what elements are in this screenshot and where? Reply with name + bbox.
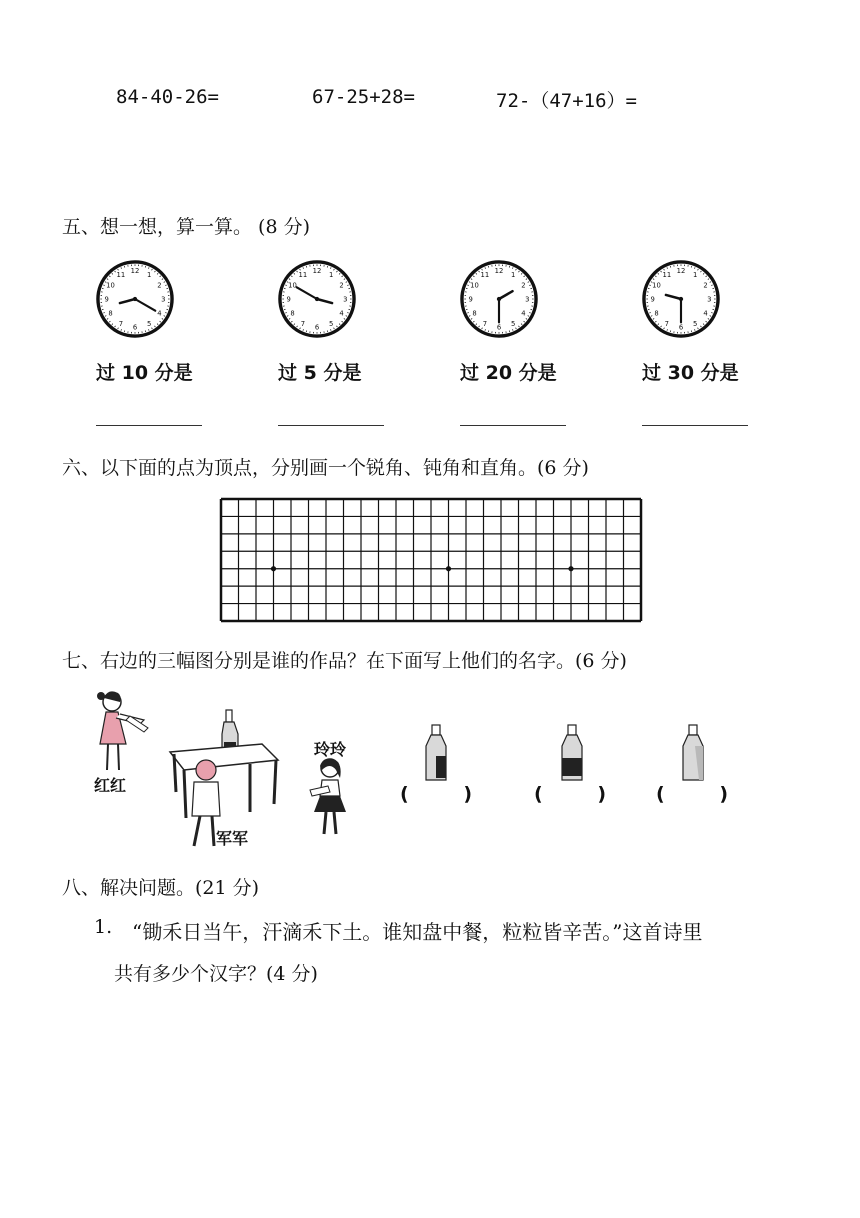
name-label-lingling: 玲玲 <box>314 740 347 759</box>
clock-tick <box>485 267 486 268</box>
clock-center <box>679 297 683 301</box>
clock-numeral: 11 <box>480 270 490 279</box>
clock-tick <box>711 312 712 313</box>
clock-tick <box>121 267 122 268</box>
problem-number: 1. <box>94 916 113 938</box>
clock-numeral: 7 <box>300 319 306 328</box>
clock-numeral: 3 <box>525 295 530 304</box>
clock-numeral: 4 <box>339 309 344 318</box>
clock-tick <box>165 312 166 313</box>
clock-numeral: 7 <box>664 319 670 328</box>
calc-expression-2: 67-25+28= <box>312 86 415 108</box>
clock-icon <box>642 260 720 338</box>
clock-tick <box>667 329 668 330</box>
clock-numeral: 8 <box>654 309 659 318</box>
clock-numeral: 6 <box>132 323 138 332</box>
bottle-icon <box>560 724 584 782</box>
clock-numeral: 5 <box>328 319 334 328</box>
calc-expression-3: 72-（47+16）= <box>496 90 637 112</box>
clock-numeral: 9 <box>468 295 473 304</box>
clock-numeral: 3 <box>707 295 712 304</box>
clock-tick <box>694 267 695 268</box>
clock-numeral: 5 <box>510 319 516 328</box>
clock-numeral: 6 <box>314 323 320 332</box>
girl-drawing-icon <box>90 688 152 776</box>
paren-close: ) <box>597 783 606 805</box>
clock-tick <box>121 329 122 330</box>
clock-numeral: 6 <box>496 323 502 332</box>
clock-numeral: 7 <box>118 319 124 328</box>
clock-tick <box>529 285 530 286</box>
clock-center <box>315 297 319 301</box>
clock-tick <box>467 285 468 286</box>
bottle-icon <box>424 724 448 782</box>
clock-label: 过 20 分是 <box>460 362 557 384</box>
clock-numeral: 1 <box>510 270 516 279</box>
answer-parentheses[interactable] <box>656 783 728 805</box>
clock-tick <box>347 312 348 313</box>
clock-tick <box>303 329 304 330</box>
clock-tick <box>694 329 695 330</box>
clock-tick <box>649 312 650 313</box>
problem-text-line2: 共有多少个汉字？(4 分) <box>114 963 318 985</box>
bottle-icon <box>681 724 705 782</box>
clock-tick <box>148 267 149 268</box>
clock-tick <box>529 312 530 313</box>
girl-drawing-icon <box>306 756 356 838</box>
calc-expression-1: 84-40-26= <box>116 86 219 108</box>
vertex-dot <box>446 566 451 571</box>
clock-numeral: 12 <box>494 267 504 276</box>
clock-numeral: 12 <box>312 267 322 276</box>
clock-numeral: 2 <box>339 281 344 290</box>
clock-numeral: 11 <box>662 270 672 279</box>
section5-heading: 五、想一想，算一算。 (8 分) <box>62 216 310 238</box>
answer-parentheses[interactable] <box>534 783 606 805</box>
clock-numeral: 6 <box>678 323 684 332</box>
section8-heading: 八、解决问题。(21 分) <box>62 877 260 899</box>
clock-numeral: 2 <box>157 281 162 290</box>
clock-numeral: 10 <box>470 281 479 290</box>
clock-numeral: 3 <box>161 295 166 304</box>
clock-numeral: 4 <box>157 309 162 318</box>
clock-tick <box>303 267 304 268</box>
clock-tick <box>285 312 286 313</box>
paren-close: ) <box>463 783 472 805</box>
clock-numeral: 12 <box>130 267 140 276</box>
clock-numeral: 5 <box>146 319 152 328</box>
clock-numeral: 10 <box>288 281 297 290</box>
clock-tick <box>467 312 468 313</box>
clock-tick <box>649 285 650 286</box>
clock-numeral: 2 <box>703 281 708 290</box>
paren-open: ( <box>400 783 409 805</box>
clock-numeral: 8 <box>108 309 113 318</box>
clock-tick <box>103 312 104 313</box>
clock-tick <box>512 267 513 268</box>
vertex-dot <box>271 566 276 571</box>
clock-tick <box>711 285 712 286</box>
clock-label: 过 10 分是 <box>96 362 193 384</box>
problem-text-line1: “锄禾日当午，汗滴禾下土。谁知盘中餐，粒粒皆辛苦。”这首诗里 <box>132 920 703 944</box>
clock-numeral: 1 <box>146 270 152 279</box>
clock-tick <box>485 329 486 330</box>
clock-tick <box>285 285 286 286</box>
clock-center <box>133 297 137 301</box>
paren-open: ( <box>656 783 665 805</box>
clock-tick <box>512 329 513 330</box>
clock-tick <box>347 285 348 286</box>
answer-blank[interactable] <box>642 425 748 426</box>
clock-icon <box>96 260 174 338</box>
clock-tick <box>103 285 104 286</box>
clock-tick <box>330 267 331 268</box>
clock-tick <box>330 329 331 330</box>
clock-label: 过 30 分是 <box>642 362 739 384</box>
name-label-junjun: 军军 <box>216 829 249 848</box>
paren-close: ) <box>719 783 728 805</box>
clock-numeral: 12 <box>676 267 686 276</box>
clock-numeral: 8 <box>290 309 295 318</box>
clock-numeral: 8 <box>472 309 477 318</box>
clock-tick <box>148 329 149 330</box>
clock-numeral: 5 <box>692 319 698 328</box>
clock-numeral: 7 <box>482 319 488 328</box>
name-label-honghong: 红红 <box>94 776 127 795</box>
clock-numeral: 3 <box>343 295 348 304</box>
section6-heading: 六、以下面的点为顶点，分别画一个锐角、钝角和直角。(6 分) <box>62 457 589 479</box>
clock-numeral: 2 <box>521 281 526 290</box>
clock-center <box>497 297 501 301</box>
clock-icon <box>278 260 356 338</box>
answer-blank[interactable] <box>460 425 566 426</box>
clock-icon <box>460 260 538 338</box>
answer-parentheses[interactable] <box>400 783 472 805</box>
clock-tick <box>667 267 668 268</box>
clock-numeral: 4 <box>521 309 526 318</box>
clock-numeral: 9 <box>104 295 109 304</box>
clock-numeral: 9 <box>286 295 291 304</box>
clock-numeral: 10 <box>106 281 115 290</box>
answer-blank[interactable] <box>278 425 384 426</box>
paren-open: ( <box>534 783 543 805</box>
clock-label: 过 5 分是 <box>278 362 362 384</box>
clock-tick <box>165 285 166 286</box>
clock-numeral: 1 <box>328 270 334 279</box>
clock-numeral: 1 <box>692 270 698 279</box>
clock-numeral: 9 <box>650 295 655 304</box>
clock-numeral: 4 <box>703 309 708 318</box>
clock-numeral: 11 <box>116 270 126 279</box>
clock-numeral: 10 <box>652 281 661 290</box>
dot-grid[interactable] <box>219 497 643 623</box>
answer-blank[interactable] <box>96 425 202 426</box>
clock-numeral: 11 <box>298 270 308 279</box>
section7-heading: 七、右边的三幅图分别是谁的作品？在下面写上他们的名字。(6 分) <box>62 650 627 672</box>
vertex-dot <box>568 566 573 571</box>
